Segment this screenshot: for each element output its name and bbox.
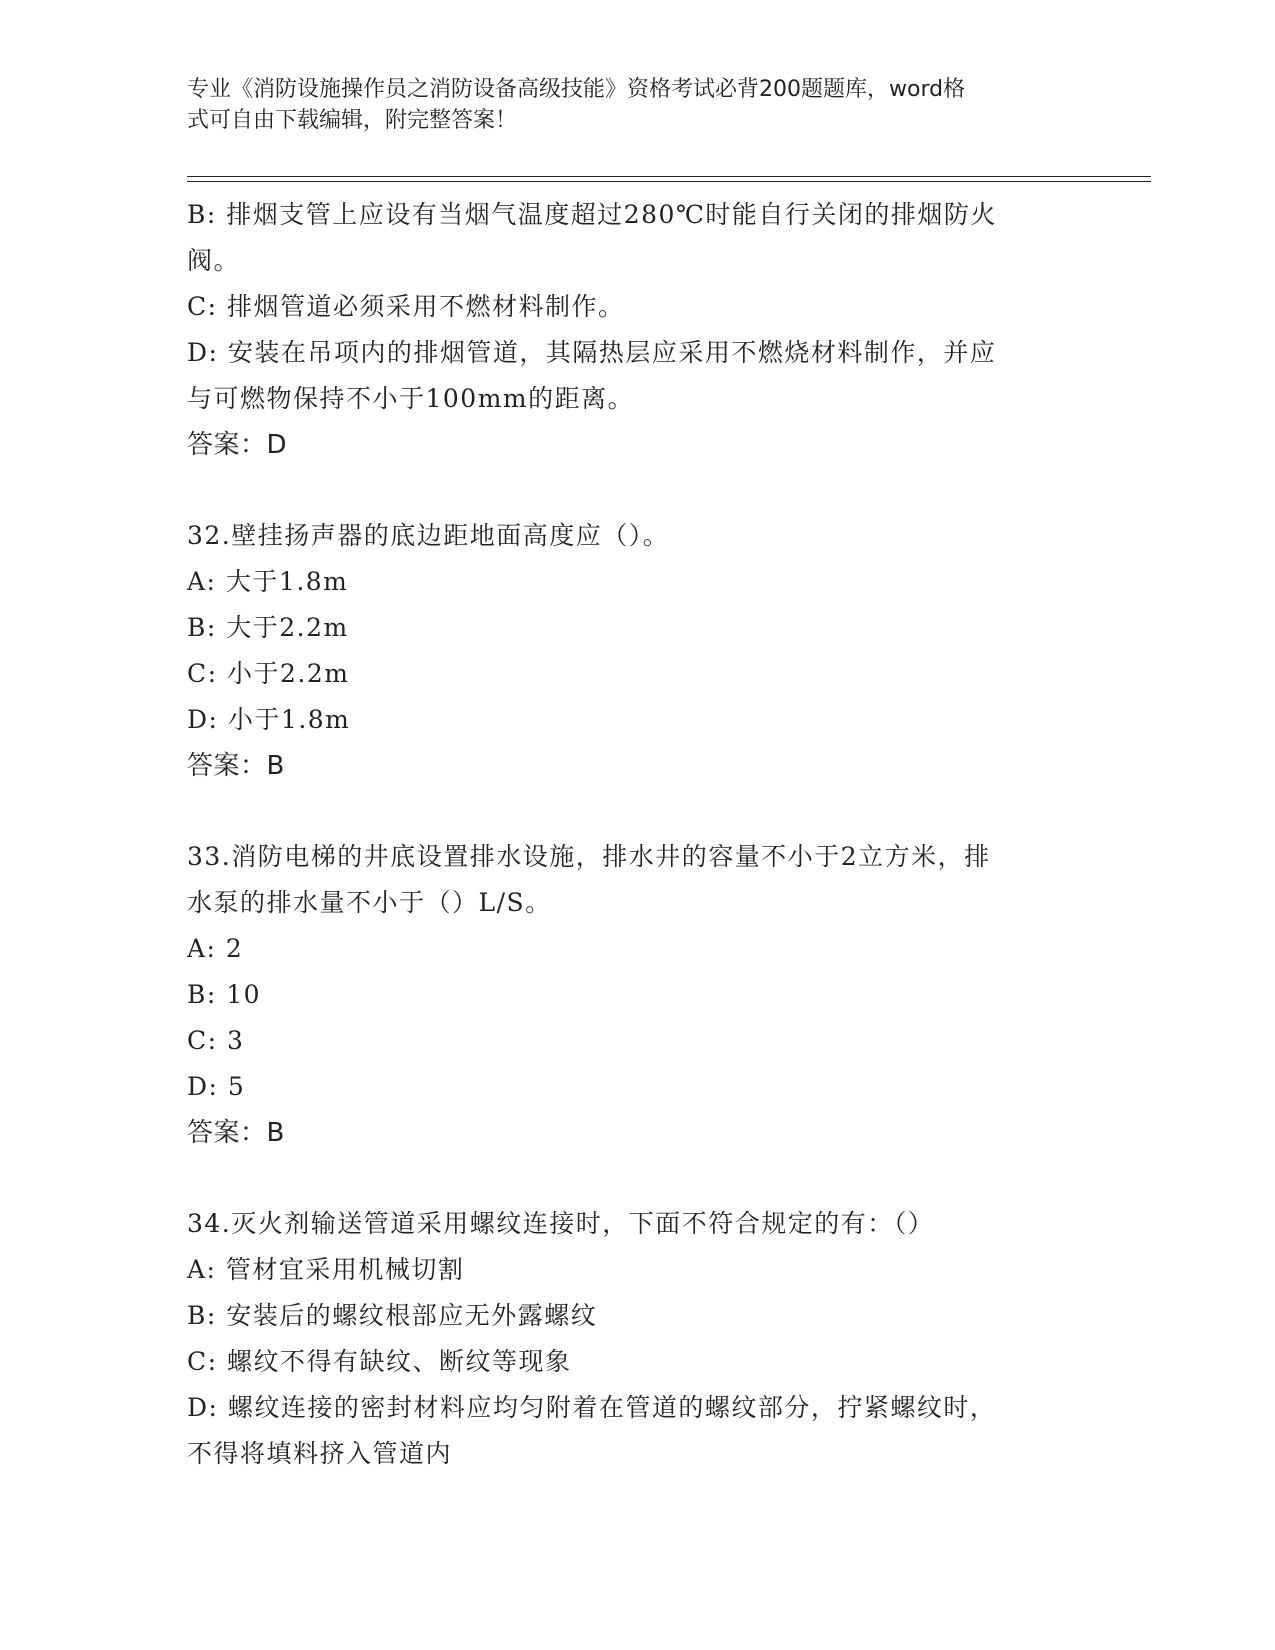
question-stem: 32.壁挂扬声器的底边距地面高度应（）。	[187, 521, 670, 550]
option-a: A: 2	[187, 934, 244, 963]
option-c: C: 螺纹不得有缺纹、断纹等现象	[187, 1347, 572, 1376]
question-32	[187, 513, 1077, 789]
option-d-line-1: D: 螺纹连接的密封材料应均匀附着在管道的螺纹部分，拧紧螺纹时，	[187, 1393, 997, 1422]
header-divider-top	[187, 176, 1151, 177]
header-divider-bottom	[187, 181, 1151, 182]
question-content	[187, 192, 1077, 1477]
option-a: A: 大于1.8m	[187, 567, 349, 596]
question-stem-line-2: 水泵的排水量不小于（）L/S。	[187, 888, 552, 917]
option-d-line-1: D: 安装在吊项内的排烟管道，其隔热层应采用不燃烧材料制作，并应	[187, 338, 997, 367]
option-b-line-2: 阀。	[187, 246, 241, 275]
option-b: B: 大于2.2m	[187, 613, 349, 642]
option-b-line-1: B: 排烟支管上应设有当烟气温度超过280℃时能自行关闭的排烟防火	[187, 200, 997, 229]
question-34	[187, 1201, 1077, 1477]
option-d-line-2: 与可燃物保持不小于100mm的距离。	[187, 384, 635, 413]
option-d: D: 小于1.8m	[187, 705, 351, 734]
option-c: C: 排烟管道必须采用不燃材料制作。	[187, 292, 625, 321]
question-stem-line-1: 33.消防电梯的井底设置排水设施，排水井的容量不小于2立方米，排	[187, 842, 991, 871]
answer: 答案：B	[187, 1118, 285, 1148]
option-b: B: 10	[187, 980, 262, 1009]
question-31-tail	[187, 192, 1077, 468]
option-d: D: 5	[187, 1072, 246, 1101]
option-c: C: 3	[187, 1026, 245, 1055]
option-b: B: 安装后的螺纹根部应无外露螺纹	[187, 1301, 598, 1330]
question-stem: 34.灭火剂输送管道采用螺纹连接时，下面不符合规定的有：（）	[187, 1209, 935, 1238]
answer: 答案：D	[187, 430, 288, 460]
question-33	[187, 834, 1077, 1156]
option-d-line-2: 不得将填料挤入管道内	[187, 1439, 453, 1468]
option-c: C: 小于2.2m	[187, 659, 350, 688]
header-line-1: 专业《消防设施操作员之消防设备高级技能》资格考试必背200题题库，word格	[187, 77, 966, 102]
option-a: A: 管材宜采用机械切割	[187, 1255, 465, 1284]
answer: 答案：B	[187, 751, 285, 781]
header-line-2: 式可自由下载编辑，附完整答案！	[187, 108, 518, 133]
document-header	[187, 74, 1067, 136]
